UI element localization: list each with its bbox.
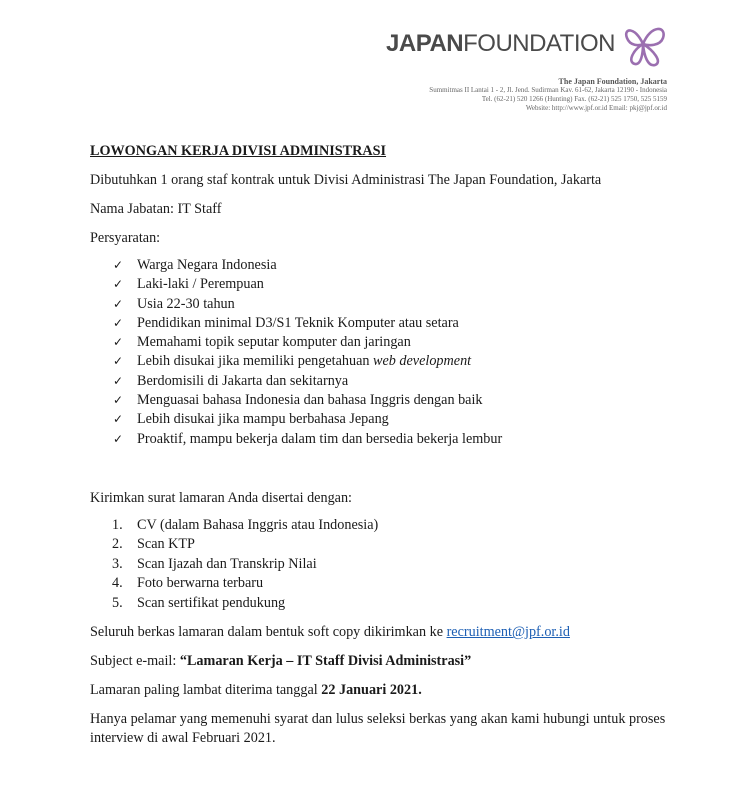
subject-line: Subject e-mail: “Lamaran Kerja – IT Staff Divisi Administrasi”	[90, 653, 472, 670]
checkmark-icon: ✓	[113, 412, 124, 427]
list-item: 1. CV (dalam Bahasa Inggris atau Indonesia)	[112, 516, 379, 533]
address-line-2: Tel. (62-21) 520 1266 (Hunting) Fax. (62-21) 525 1750, 525 5159	[481, 95, 667, 103]
page-title: LOWONGAN KERJA DIVISI ADMINISTRASI	[90, 143, 387, 159]
list-item: ✓ Berdomisili di Jakarta dan sekitarnya	[113, 372, 349, 389]
list-item: 2. Scan KTP	[112, 536, 195, 553]
logo-wordmark: JAPANFOUNDATION	[386, 30, 615, 57]
list-item: 3. Scan Ijazah dan Transkrip Nilai	[112, 555, 317, 572]
email-link[interactable]: recruitment@jpf.or.id	[446, 624, 570, 641]
checkmark-icon: ✓	[113, 431, 124, 446]
list-item: ✓ Proaktif, mampu bekerja dalam tim dan bersedia bekerja lembur	[113, 430, 503, 447]
checkmark-icon: ✓	[113, 335, 124, 350]
job-posting-body	[90, 142, 680, 748]
documents-list	[90, 516, 680, 614]
deadline-line: Lamaran paling lambat diterima tanggal 22 Januari 2021.	[90, 682, 422, 699]
list-item: ✓ Memahami topik seputar komputer dan jaringan	[113, 334, 411, 351]
checkmark-icon: ✓	[113, 315, 124, 330]
list-item: ✓ Lebih disukai jika memiliki pengetahuan web development	[113, 353, 472, 370]
list-item: ✓ Pendidikan minimal D3/S1 Teknik Komputer atau setara	[113, 314, 459, 331]
list-item: ✓ Laki-laki / Perempuan	[113, 276, 264, 293]
butterfly-logo-icon	[621, 18, 669, 70]
list-item: ✓ Usia 22-30 tahun	[113, 295, 235, 312]
checkmark-icon: ✓	[113, 296, 124, 311]
checkmark-icon: ✓	[113, 393, 124, 408]
list-item: ✓ Menguasai bahasa Indonesia dan bahasa Inggris dengan baik	[113, 392, 483, 409]
send-label: Kirimkan surat lamaran Anda disertai dengan:	[90, 489, 352, 506]
intro-text: Dibutuhkan 1 orang staf kontrak untuk Divisi Administrasi The Japan Foundation, Jakarta	[90, 172, 602, 188]
checkmark-icon: ✓	[113, 354, 124, 369]
requirements-label: Persyaratan:	[90, 230, 161, 246]
org-name: The Japan Foundation, Jakarta	[558, 77, 667, 86]
logo	[327, 14, 667, 74]
letterhead	[327, 14, 667, 113]
address-line-3: Website: http://www.jpf.or.id Email: pkj@jpf.or.id	[525, 104, 667, 112]
requirements-list	[90, 256, 680, 449]
checkmark-icon: ✓	[113, 258, 124, 272]
list-item: ✓ Warga Negara Indonesia	[113, 257, 277, 273]
closing-text: Hanya pelamar yang memenuhi syarat dan lulus seleksi berkas yang akan kami hubungi untuk proses interview di awal Februari 2021.	[90, 711, 666, 747]
list-item: ✓ Lebih disukai jika mampu berbahasa Jepang	[113, 411, 389, 428]
checkmark-icon: ✓	[113, 277, 124, 292]
checkmark-icon: ✓	[113, 373, 124, 388]
list-item: 5. Scan sertifikat pendukung	[112, 594, 286, 611]
position-text: Nama Jabatan: IT Staff	[90, 201, 222, 217]
address-line-1: Summitmas II Lantai 1 - 2, Jl. Jend. Sudirman Kav. 61-62, Jakarta 12190 - Indonesia	[429, 86, 667, 94]
softcopy-text: Seluruh berkas lamaran dalam bentuk soft copy dikirimkan ke recruitment@jpf.or.id	[90, 624, 570, 641]
list-item: 4. Foto berwarna terbaru	[112, 575, 264, 592]
